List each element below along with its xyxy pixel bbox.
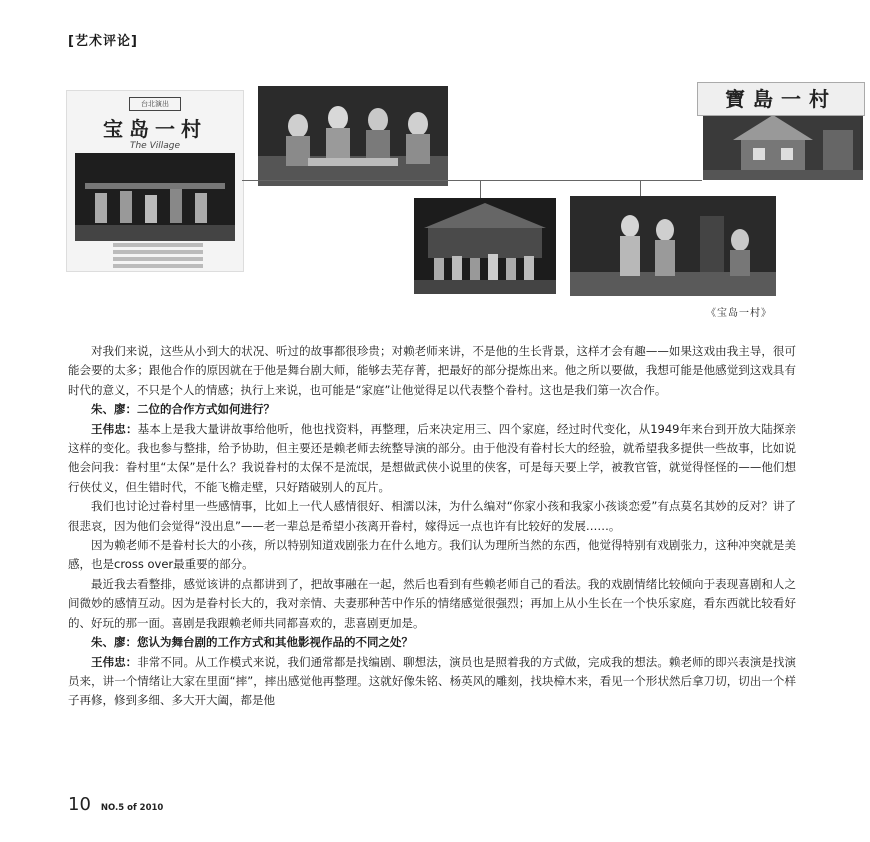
- poster-credits: [113, 243, 203, 271]
- photo-connector-line: [242, 180, 702, 181]
- play-title-logo-text: 寶島一村: [725, 87, 837, 111]
- question-text: 您认为舞台剧的工作方式和其他影视作品的不同之处？: [137, 635, 413, 650]
- poster-title: 宝岛一村: [103, 117, 207, 141]
- section-tag: [艺术评论]: [68, 34, 138, 49]
- photo-caption: 《宝岛一村》: [706, 308, 772, 319]
- paragraph: 我们也讨论过眷村里一些感情事，比如上一代人感情很好、相濡以沫，为什么编对“你家小孩和我家小孩谈恋爱”有点莫名其妙的反对？讲了很悲哀，因为他们会觉得“没出息”——老一辈总是希望小孩离开眷村，嫁得远一点也许有比较好的发展……。: [68, 499, 796, 533]
- speaker-label: 朱、廖：: [91, 402, 137, 417]
- question: [68, 633, 796, 652]
- answer: [68, 420, 796, 498]
- poster-subtitle: The Village: [129, 141, 181, 151]
- paragraph: 因为赖老师不是眷村长大的小孩，所以特别知道戏剧张力在什么地方。我们认为理所当然的东西，他觉得特别有戏剧张力，这种冲突就是美感，也是cross over最重要的部分。: [68, 538, 796, 572]
- play-title-logo: [697, 82, 865, 116]
- page-footer: [68, 794, 163, 815]
- play-poster: [66, 90, 244, 272]
- speaker-label: 朱、廖：: [91, 635, 137, 650]
- question-text: 二位的合作方式如何进行？: [137, 402, 275, 417]
- photo-connector-line: [640, 180, 641, 196]
- poster-badge: 台北演出: [129, 97, 181, 111]
- poster-stage-photo: [75, 153, 235, 241]
- speaker-label: 王伟忠：: [91, 421, 138, 436]
- photo-connector-line: [480, 180, 481, 198]
- answer-text: 基本上是我大量讲故事给他听，他也找资料，再整理，后来决定用三、四个家庭，经过时代变化，从1949年来台到开放大陆探亲这样的变化。我也参与整排，给予协助，但主要还是赖老师去统整导演的部分。由于他没有眷村长大的经验，就希望我多提供一些故事，比如说他会问我：眷村里“太保”是什么？我说眷村的太保不是流氓，是想做武侠小说里的侠客，可是每天要上学，被教官管，就觉得怪怪的——他们想行侠仗义，但生错时代，不能飞檐走壁，只好踏破别人的瓦片。: [68, 421, 797, 494]
- page-number: 10: [68, 794, 91, 815]
- speaker-label: 王伟忠：: [91, 654, 138, 669]
- question: [68, 400, 796, 419]
- stage-photo-couple-scene: [570, 196, 776, 296]
- answer: [68, 653, 796, 711]
- answer-text: 非常不同。从工作模式来说，我们通常都是找编剧、聊想法，演员也是照着我的方式做，完成我的想法。赖老师的即兴表演是找演员来，讲一个情绪让大家在里面“摔”，摔出感觉他再整理。这就好像朱铭、杨英风的雕刻，找块樟木来，看见一个形状然后拿刀切，切出一个样子再修，修到多细、多大开大阖，都是他: [68, 654, 796, 708]
- article-body: [68, 342, 796, 711]
- paragraph: 对我们来说，这些从小到大的状况、听过的故事都很珍贵；对赖老师来讲，不是他的生长背景，这样才会有趣——如果这戏由我主导，很可能会要的太多；跟他合作的原因就在于他是舞台剧大师，能够去芜存菁，把最好的部分提炼出来。他之所以要做，我想可能是他感觉到这戏具有时代的意义，不只是个人的情感；执行上来说，也可能是“家庭”让他觉得足以代表整个眷村。这也是我们第一次合作。: [68, 344, 796, 397]
- paragraph: 最近我去看整排，感觉该讲的点都讲到了，把故事融在一起，然后也看到有些赖老师自己的看法。我的戏剧情绪比较倾向于表现喜剧和人之间微妙的感情互动。因为是眷村长大的，我对亲情、夫妻那种苦中作乐的情绪感觉很强烈；再加上从小生长在一个快乐家庭，看东西就比较看好的、好玩的那一面。喜剧是我跟赖老师共同都喜欢的，悲喜剧更加是。: [68, 576, 796, 630]
- stage-photo-group-scene: [414, 198, 556, 294]
- issue-label: NO.5 of 2010: [100, 803, 164, 813]
- stage-photo-family-scene: [258, 86, 448, 186]
